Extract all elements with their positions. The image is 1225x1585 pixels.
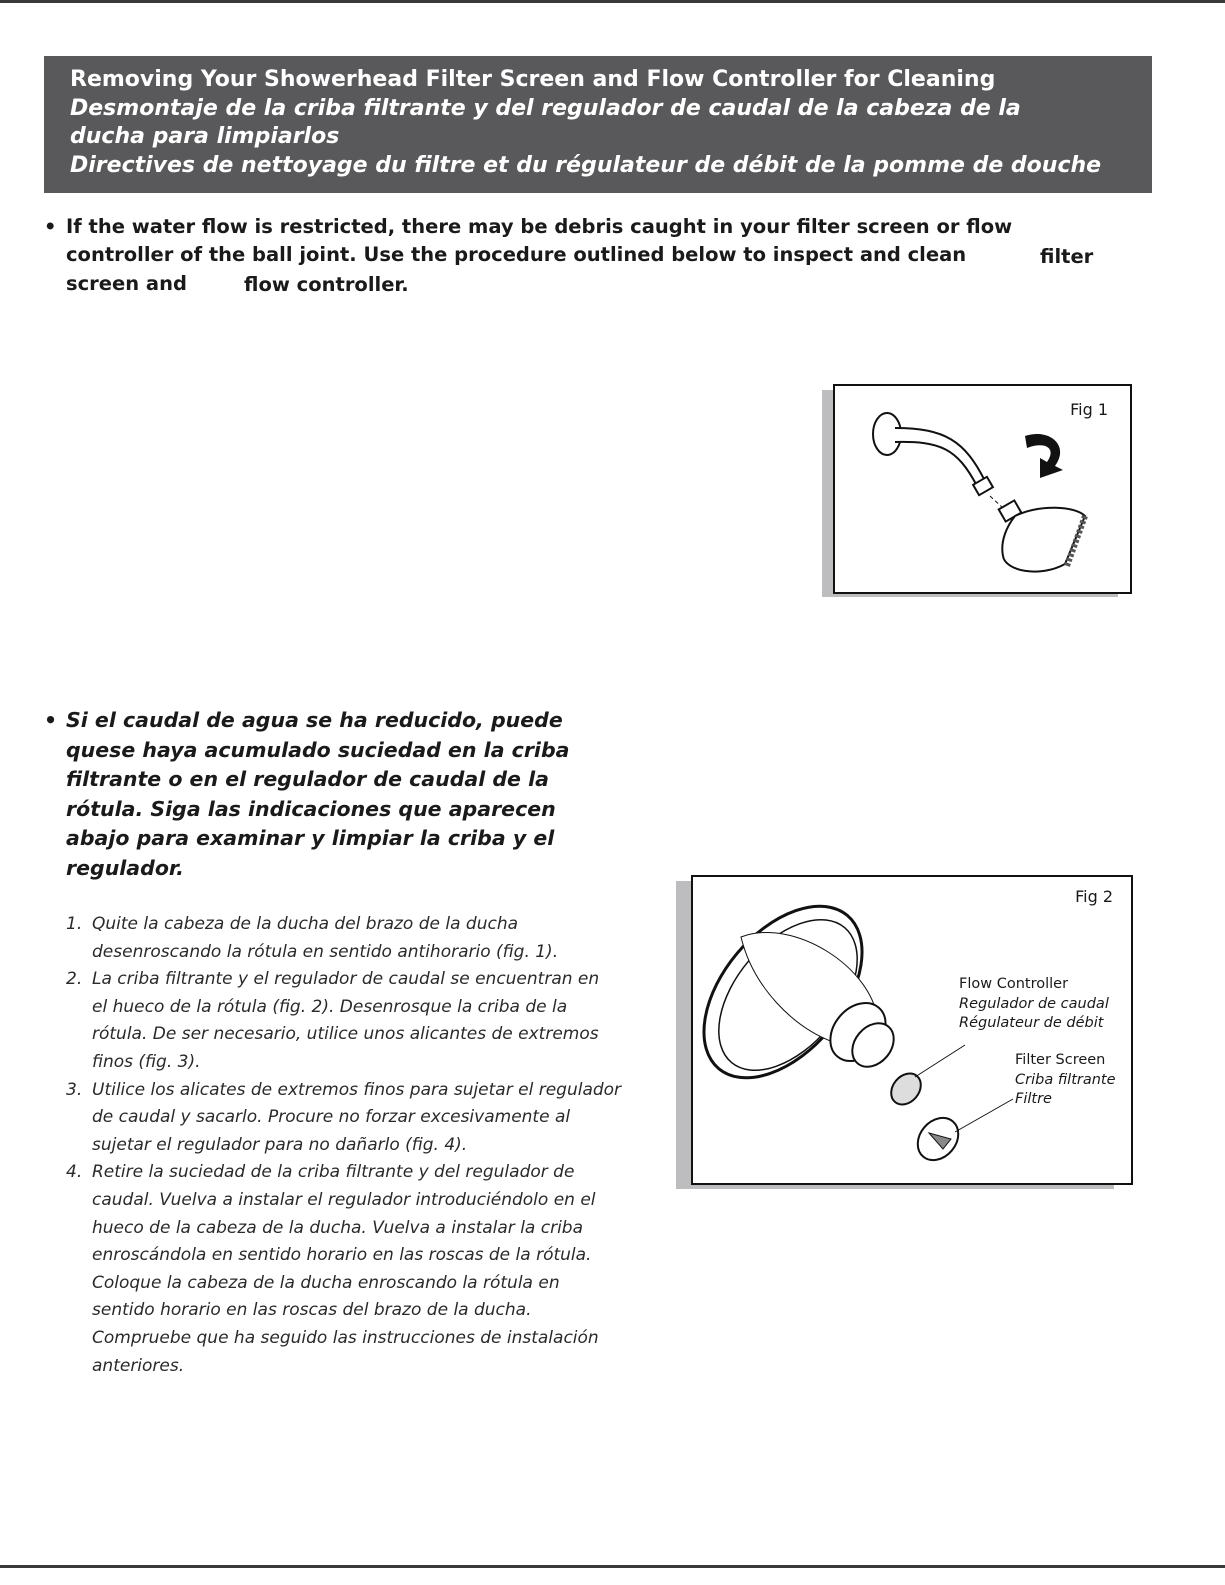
- fig2-label: Fig 2: [1075, 887, 1113, 906]
- spanish-intro-line: regulador.: [66, 856, 184, 880]
- filter-screen-es: Criba filtrante: [1015, 1071, 1116, 1088]
- filter-screen-en: Filter Screen: [1015, 1052, 1106, 1068]
- step-number: 3.: [66, 1079, 83, 1100]
- filter-screen-fr: Filtre: [1015, 1091, 1052, 1107]
- step-text-line: Retire la suciedad de la criba filtrante y del regulador de: [92, 1162, 575, 1183]
- bottom-rule: [0, 1565, 1225, 1568]
- spanish-intro-line: abajo para examinar y limpiar la criba y el: [66, 826, 555, 851]
- spanish-intro-line: filtrante o en el regulador de caudal de la: [66, 767, 549, 792]
- spanish-intro-line: Si el caudal de agua se ha reducido, puede: [66, 708, 563, 732]
- showerhead-removal-illustration: [835, 386, 1130, 592]
- figure-1: [833, 384, 1132, 594]
- spanish-bullet: •: [44, 708, 58, 732]
- title-en: Removing Your Showerhead Filter Screen and Flow Controller for Cleaning: [70, 67, 996, 92]
- title-es-1: Desmontaje de la criba filtrante y del regulador de caudal de la cabeza de la: [70, 95, 1021, 121]
- english-line-3b: flow controller.: [244, 273, 409, 296]
- step-text-line: Utilice los alicates de extremos finos para sujetar el regulador: [92, 1079, 622, 1100]
- step-text-line: enroscándola en sentido horario en las roscas de la rótula.: [92, 1245, 592, 1266]
- spanish-intro-line: quese haya acumulado suciedad en la criba: [66, 737, 570, 762]
- step-text-line: sujetar el regulador para no dañarlo (fig. 4).: [92, 1134, 468, 1155]
- step-text-line: rótula. De ser necesario, utilice unos alicantes de extremos: [92, 1024, 599, 1045]
- flow-controller-es: Regulador de caudal: [959, 995, 1109, 1012]
- step-text-line: de caudal y sacarlo. Procure no forzar excesivamente al: [92, 1107, 571, 1128]
- step-text-line: desenroscando la rótula en sentido antihorario (fig. 1).: [92, 941, 559, 962]
- flow-controller-label: [959, 975, 1109, 1034]
- english-line-3a: screen and: [66, 272, 187, 295]
- step-number: 4.: [66, 1162, 83, 1183]
- title-es-2: ducha para limpiarlos: [70, 124, 340, 149]
- english-bullet: •: [44, 215, 57, 238]
- step-text-line: Compruebe que ha seguido las instrucciones de instalación: [92, 1328, 599, 1348]
- step-text-line: La criba filtrante y el regulador de caudal se encuentran en: [92, 969, 600, 990]
- english-line-1: If the water flow is restricted, there may be debris caught in your filter screen or flow: [66, 215, 1013, 238]
- step-text-line: el hueco de la rótula (fig. 2). Desenrosque la criba de la: [92, 996, 568, 1017]
- step-text-line: hueco de la cabeza de la ducha. Vuelva a instalar la criba: [92, 1217, 583, 1238]
- title-fr: Directives de nettoyage du filtre et du régulateur de débit de la pomme de douche: [70, 152, 1102, 178]
- step-number: 1.: [66, 914, 83, 934]
- step-text-line: caudal. Vuelva a instalar el regulador introduciéndolo en el: [92, 1190, 596, 1210]
- fig1-label: Fig 1: [1070, 400, 1108, 419]
- english-line-2-end: filter: [1040, 245, 1094, 268]
- spanish-intro-line: rótula. Siga las indicaciones que aparecen: [66, 796, 556, 821]
- step-text-line: sentido horario en las roscas del brazo de la ducha.: [92, 1300, 532, 1321]
- flow-controller-en: Flow Controller: [959, 976, 1069, 992]
- flow-controller-fr: Régulateur de débit: [959, 1015, 1104, 1031]
- section-header: [44, 56, 1152, 193]
- step-text-line: Coloque la cabeza de la ducha enroscando la rótula en: [92, 1272, 560, 1293]
- english-line-2: controller of the ball joint. Use the procedure outlined below to inspect and clean: [66, 243, 967, 266]
- step-text-line: anteriores.: [92, 1355, 185, 1376]
- step-text-line: finos (fig. 3).: [92, 1052, 201, 1072]
- top-rule: [0, 0, 1225, 3]
- figure-2: [691, 875, 1133, 1185]
- step-number: 2.: [66, 969, 83, 990]
- filter-screen-label: [1015, 1051, 1116, 1110]
- step-text-line: Quite la cabeza de la ducha del brazo de la ducha: [92, 914, 519, 934]
